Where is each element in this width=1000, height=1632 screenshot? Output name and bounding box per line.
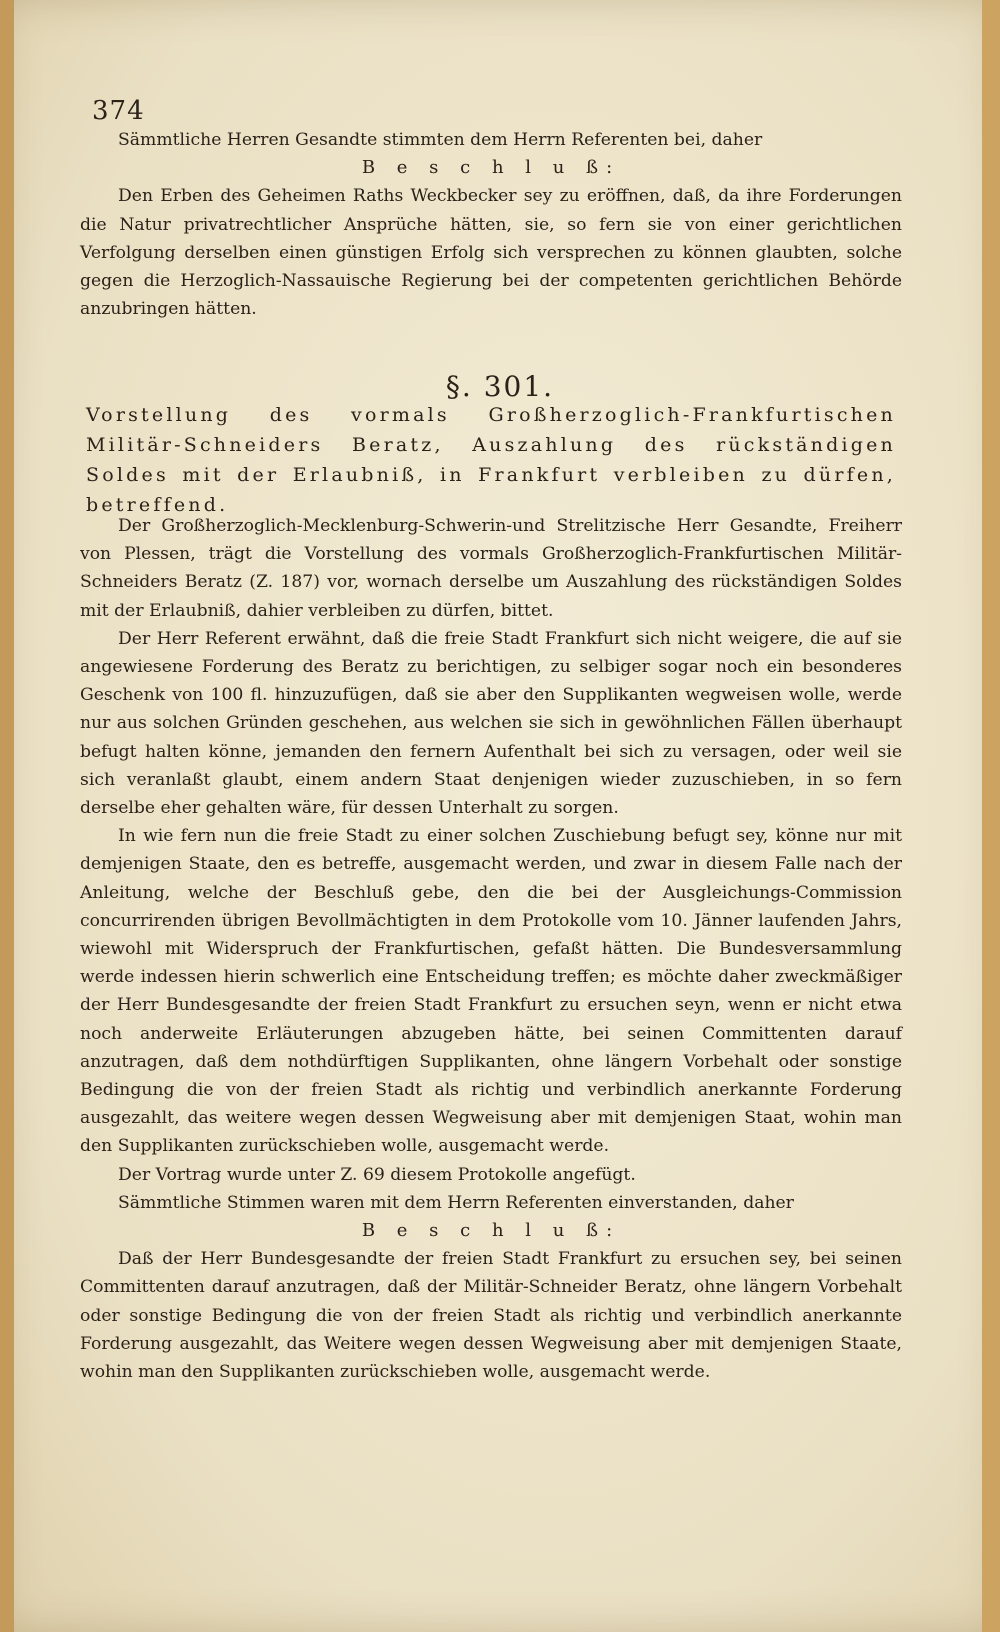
resolution-1: Den Erben des Geheimen Raths Weckbecker sey zu eröffnen, daß, da ihre Forderungen die Natur privatrechtlicher Ansprüche hätten, sie, so fern sie von einer gerichtlichen Verfolgung derselben einen günstigen Erfolg sich versprechen zu können glaubten, solche gegen die Herzoglich-Nassauische Regierung bei der competenten gerichtlichen Behörde anzubringen hätten. — [80, 186, 902, 320]
resolution-2: Daß der Herr Bundesgesandte der freien Stadt Frankfurt zu ersuchen sey, bei seinen Committenten darauf anzutragen, daß der Militär-Schneider Beratz, ohne längern Vorbehalt oder sonstige Bedingung die von der freien Stadt als richtig und verbindlich anerkannte Forderung ausgezahlt, das Weitere wegen dessen Wegweisung aber mit demjenigen Staate, wohin man den Supplikanten zurückschieben wolle, ausgemacht werde. — [80, 1249, 902, 1383]
beschluss-heading-1: B e s c h l u ß: — [361, 157, 621, 179]
section-number: §. 301. — [445, 370, 555, 403]
paragraph: Sämmtliche Stimmen waren mit dem Herrn Referenten einverstanden, daher — [118, 1192, 794, 1213]
page-edge-right — [982, 0, 1000, 1632]
section-heading: Vorstellung des vormals Großherzoglich-Frankfurtischen Militär-Schneiders Beratz, Auszahlung des rückständigen Soldes mit der Erlaubniß, in Frankfurt verbleiben zu dürfen, betreffend. — [86, 404, 896, 516]
paragraph: Der Vortrag wurde unter Z. 69 diesem Protokolle angefügt. — [118, 1164, 636, 1185]
page-number: 374 — [92, 96, 145, 126]
intro-line: Sämmtliche Herren Gesandte stimmten dem Herrn Referenten bei, daher — [118, 130, 763, 150]
paragraph: Der Herr Referent erwähnt, daß die freie Stadt Frankfurt sich nicht weigere, die auf sie angewiesene Forderung des Beratz zu berichtigen, zu selbiger sogar noch ein besonderes Geschenk von 100 fl. hinzuzufügen, daß sie aber den Supplikanten wegweisen wolle, werde nur aus solchen Gründen geschehen, aus welchen sie sich in gewöhnlichen Fällen überhaupt befugt halten könne, jemanden den fernern Aufenthalt bei sich zu versagen, oder weil sie sich veranlaßt glaubt, einem andern Staat denjenigen wieder zuzuschieben, in so fern derselbe eher gehalten wäre, für dessen Unterhalt zu sorgen. — [80, 628, 902, 819]
paragraph: Der Großherzoglich-Mecklenburg-Schwerin-und Strelitzische Herr Gesandte, Freiherr von Plessen, trägt die Vorstellung des vormals Großherzoglich-Frankfurtischen Militär-Schneiders Beratz (Z. 187) vor, wornach derselbe um Auszahlung des rückständigen Soldes mit der Erlaubniß, dahier verbleiben zu dürfen, bittet. — [80, 516, 902, 621]
paragraph: In wie fern nun die freie Stadt zu einer solchen Zuschiebung befugt sey, könne nur mit demjenigen Staate, den es betreffe, ausgemacht werden, und zwar in diesem Falle nach der Anleitung, welche der Beschluß gebe, den die bei der Ausgleichungs-Commission concurrirenden übrigen Bevollmächtigten in dem Protokolle vom 10. Jänner laufenden Jahrs, wiewohl mit Widerspruch der Frankfurtischen, gefaßt hätten. Die Bundesversammlung werde indessen hierin schwerlich eine Entscheidung treffen; es möchte daher zweckmäßiger der Herr Bundesgesandte der freien Stadt Frankfurt zu ersuchen seyn, wenn er nicht etwa noch anderweite Erläuterungen abzugeben hätte, bei seinen Committenten darauf anzutragen, daß dem nothdürftigen Supplikanten, ohne längern Vorbehalt oder sonstige Bedingung die von der freien Stadt als richtig und verbindlich anerkannte Forderung ausgezahlt, das weitere wegen dessen Wegweisung aber mit demjenigen Staat, wohin man den Supplikanten zurückschieben wolle, ausgemacht werde. — [80, 826, 902, 1157]
page-edge-left — [0, 0, 14, 1632]
top-text-block — [80, 126, 902, 323]
beschluss-heading-2: B e s c h l u ß: — [361, 1220, 621, 1242]
section-body — [80, 512, 902, 1386]
